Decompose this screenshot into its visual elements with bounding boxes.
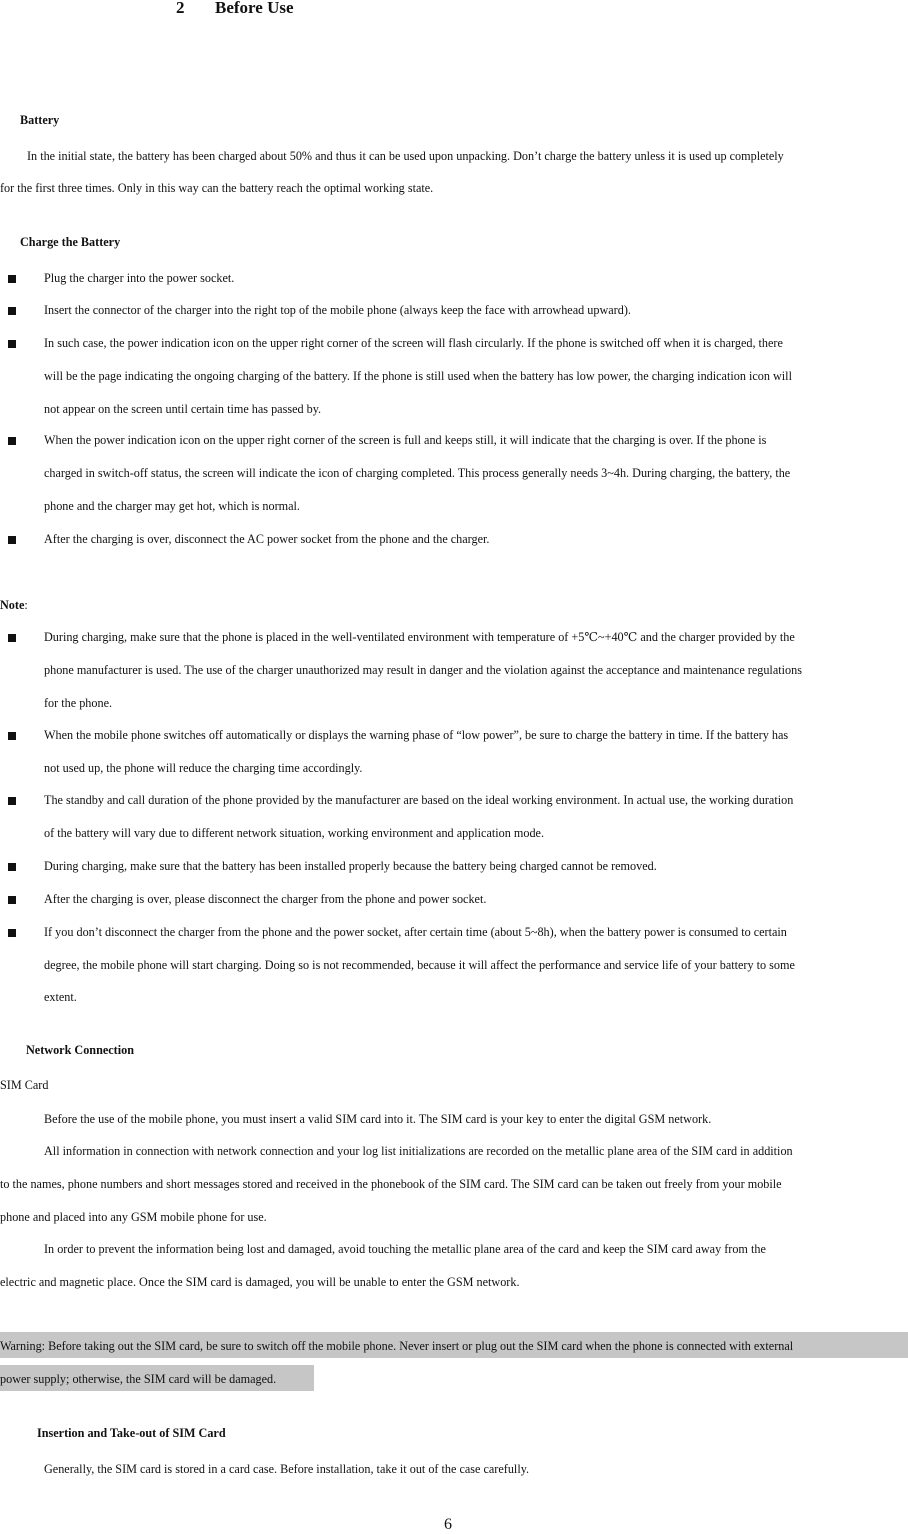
bullet-square-icon xyxy=(8,536,16,544)
note-item-line: If you don’t disconnect the charger from the phone and the power socket, after certain time (about 5~8h), when the battery power is consumed to certain xyxy=(44,925,787,939)
network-para-line: Before the use of the mobile phone, you must insert a valid SIM card into it. The SIM card is your key to enter the digital GSM network. xyxy=(44,1112,712,1126)
insertion-heading: Insertion and Take-out of SIM Card xyxy=(37,1426,226,1440)
battery-para-line: In the initial state, the battery has been charged about 50% and thus it can be used upon unpacking. Don’t charge the battery unless it is used up completely xyxy=(27,149,784,163)
note-item-line: of the battery will vary due to different network situation, working environment and application mode. xyxy=(44,826,545,840)
bullet-square-icon xyxy=(8,896,16,904)
charge-item-line: Plug the charger into the power socket. xyxy=(44,271,235,285)
bullet-square-icon xyxy=(8,797,16,805)
page-number: 6 xyxy=(444,1516,452,1533)
battery-para-line: for the first three times. Only in this way can the battery reach the optimal working state. xyxy=(0,181,434,195)
bullet-square-icon xyxy=(8,437,16,445)
insertion-para-line: Generally, the SIM card is stored in a card case. Before installation, take it out of the case carefully. xyxy=(44,1462,530,1476)
charge-item-line: not appear on the screen until certain time has passed by. xyxy=(44,402,322,416)
network-para-line: In order to prevent the information being lost and damaged, avoid touching the metallic plane area of the card and keep the SIM card away from the xyxy=(44,1242,766,1256)
note-item-line: not used up, the phone will reduce the charging time accordingly. xyxy=(44,761,363,775)
bullet-square-icon xyxy=(8,634,16,642)
bullet-square-icon xyxy=(8,929,16,937)
network-heading: Network Connection xyxy=(26,1043,134,1057)
battery-heading: Battery xyxy=(20,113,60,127)
charge-item-line: In such case, the power indication icon on the upper right corner of the screen will flash circularly. If the phone is switched off when it is charged, there xyxy=(44,336,783,350)
network-para-line: electric and magnetic place. Once the SIM card is damaged, you will be unable to enter the GSM network. xyxy=(0,1275,520,1289)
bullet-square-icon xyxy=(8,863,16,871)
section-title: Before Use xyxy=(215,0,294,17)
charge-item-line: charged in switch-off status, the screen will indicate the icon of charging completed. This process generally needs 3~4h. During charging, the battery, the xyxy=(44,466,791,480)
note-item-line: for the phone. xyxy=(44,696,113,710)
note-item-line: During charging, make sure that the battery has been installed properly because the battery being charged cannot be removed. xyxy=(44,859,657,873)
bullet-square-icon xyxy=(8,307,16,315)
charge-heading: Charge the Battery xyxy=(20,235,121,249)
section-number: 2 xyxy=(176,0,185,17)
charge-item-line: After the charging is over, disconnect the AC power socket from the phone and the charger. xyxy=(44,532,490,546)
warning-line: Warning: Before taking out the SIM card, be sure to switch off the mobile phone. Never insert or plug out the SIM card when the phone is connected with external xyxy=(0,1339,794,1353)
bullet-square-icon xyxy=(8,275,16,283)
note-item-line: After the charging is over, please disconnect the charger from the phone and power socket. xyxy=(44,892,487,906)
note-item-line: degree, the mobile phone will start charging. Doing so is not recommended, because it will affect the performance and service life of your battery to some xyxy=(44,958,795,972)
charge-item-line: will be the page indicating the ongoing charging of the battery. If the phone is still used when the battery has low power, the charging indication icon will xyxy=(44,369,792,383)
network-para-line: to the names, phone numbers and short messages stored and received in the phonebook of the SIM card. The SIM card can be taken out freely from your mobile xyxy=(0,1177,782,1191)
warning-line: power supply; otherwise, the SIM card will be damaged. xyxy=(0,1372,277,1386)
charge-item-line: phone and the charger may get hot, which is normal. xyxy=(44,499,300,513)
note-item-line: phone manufacturer is used. The use of the charger unauthorized may result in danger and the violation against the acceptance and maintenance regulations xyxy=(44,663,802,677)
bullet-square-icon xyxy=(8,340,16,348)
note-colon: : xyxy=(24,598,28,612)
note-label: Note xyxy=(0,598,25,612)
sim-card-label: SIM Card xyxy=(0,1078,49,1092)
note-item-line: The standby and call duration of the phone provided by the manufacturer are based on the ideal working environment. In actual use, the working duration xyxy=(44,793,794,807)
charge-item-line: Insert the connector of the charger into the right top of the mobile phone (always keep the face with arrowhead upward). xyxy=(44,303,631,317)
network-para-line: phone and placed into any GSM mobile phone for use. xyxy=(0,1210,267,1224)
note-label-wrap xyxy=(0,598,28,613)
bullet-square-icon xyxy=(8,732,16,740)
charge-item-line: When the power indication icon on the upper right corner of the screen is full and keeps still, it will indicate that the charging is over. If the phone is xyxy=(44,433,767,447)
note-item-line: When the mobile phone switches off automatically or displays the warning phase of “low power”, be sure to charge the battery in time. If the battery has xyxy=(44,728,789,742)
note-item-line: During charging, make sure that the phone is placed in the well-ventilated environment with temperature of +5℃~+40℃ and the charger provided by the xyxy=(44,630,795,644)
note-item-line: extent. xyxy=(44,990,77,1004)
network-para-line: All information in connection with network connection and your log list initializations are recorded on the metallic plane area of the SIM card in addition xyxy=(44,1144,793,1158)
